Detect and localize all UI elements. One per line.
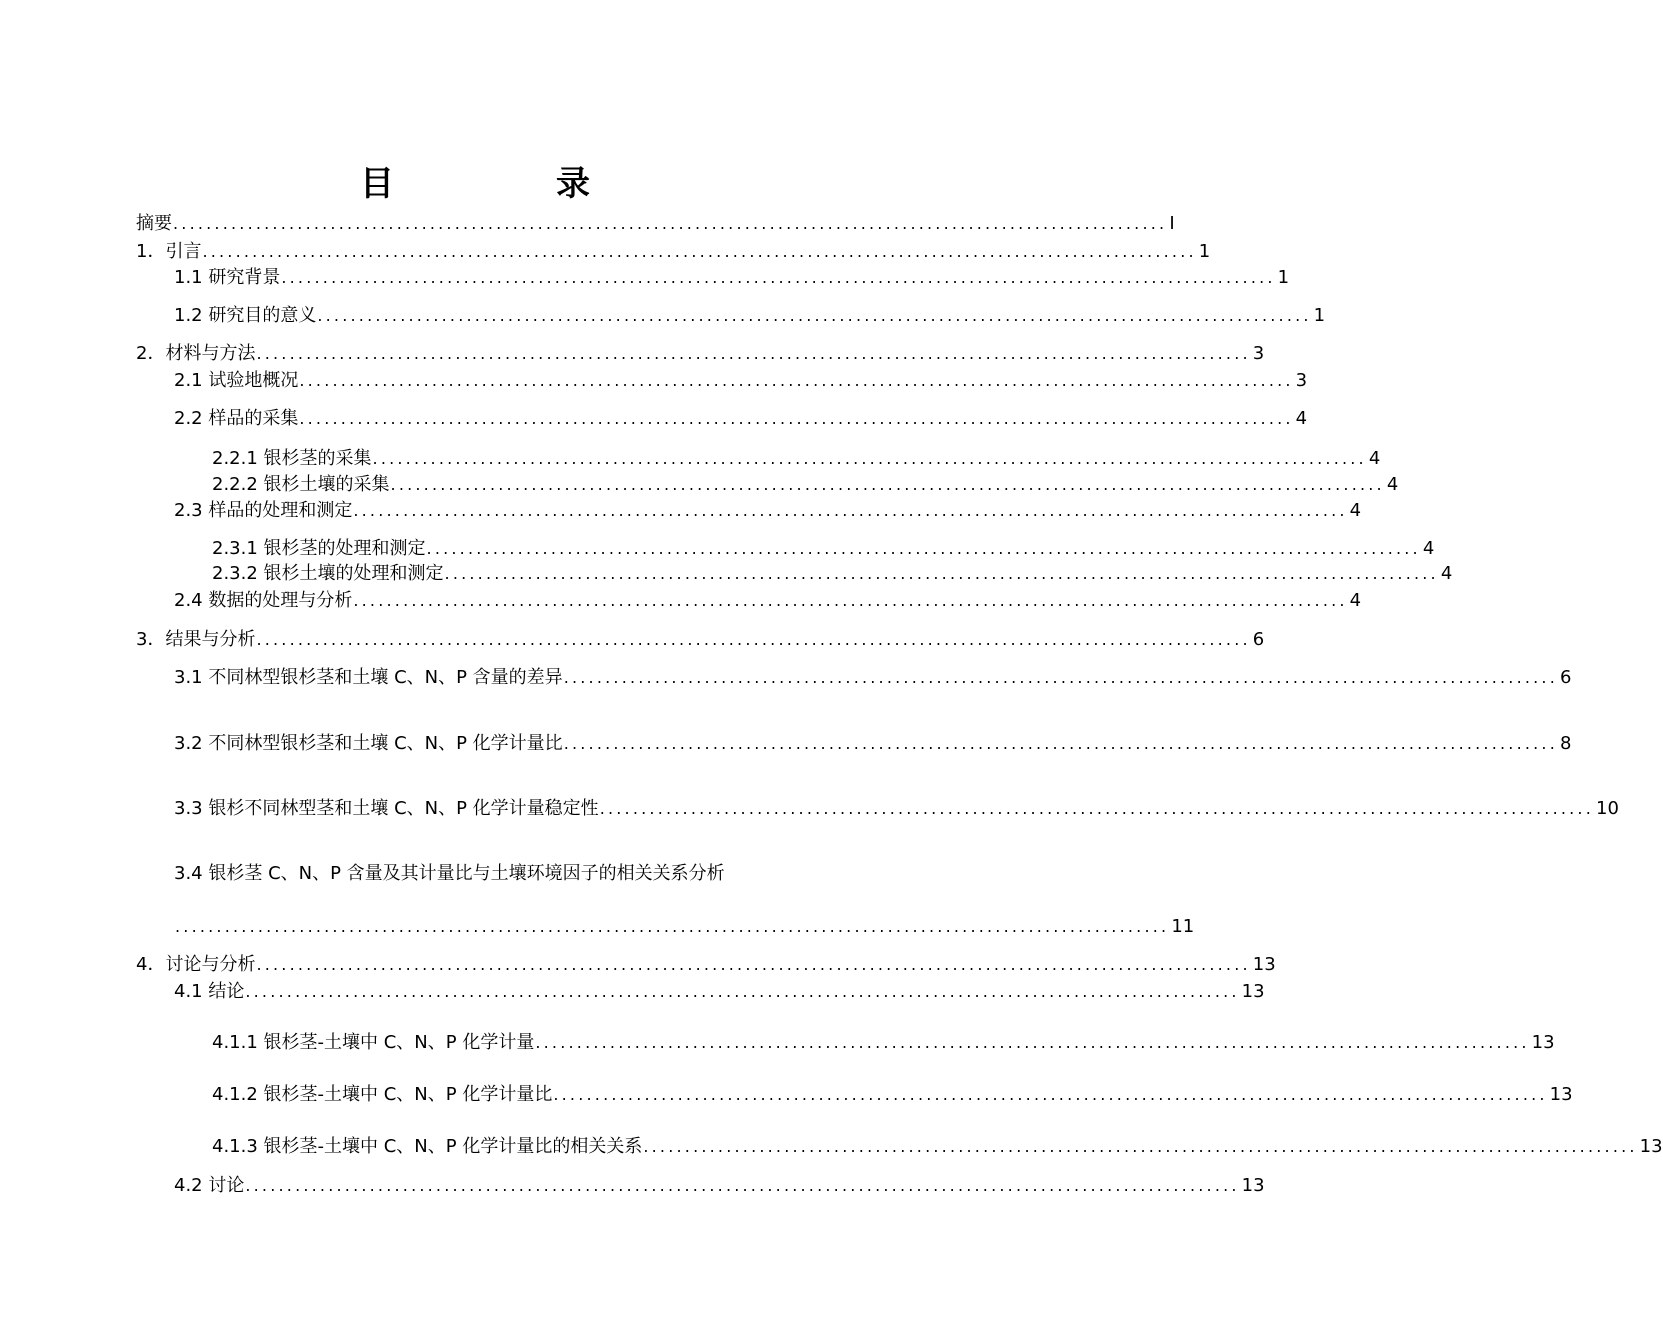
toc-entry-16[interactable] [174,732,1572,756]
entry-label: 4.1 结论 [174,981,245,1002]
entry-label: 3．结果与分析 [136,629,256,650]
toc-entry-15[interactable] [174,666,1572,690]
dot-leader: ........................................................................................................................ [353,501,1348,520]
dot-leader: ........................................................................................................................ [426,539,1421,558]
dot-leader: ........................................................................................................................ [175,917,1170,936]
dot-leader: ........................................................................................................................ [256,344,1251,363]
toc-entry-6[interactable] [174,369,1308,393]
entry-label: 2．材料与方法 [136,343,256,364]
dot-leader: ........................................................................................................................ [299,409,1294,428]
dot-leader: ........................................................................................................................ [281,268,1276,287]
entry-label: 1.2 研究目的意义 [174,305,317,326]
page-number: 4 [1440,563,1453,584]
page-number: 3 [1295,370,1308,391]
dot-leader: ........................................................................................................................ [353,591,1348,610]
dot-leader: ........................................................................................................................ [299,371,1294,390]
page-number: 6 [1252,629,1265,650]
entry-label: 4.1.2 银杉茎-土壤中 C、N、P 化学计量比 [212,1084,553,1105]
toc-entry-5[interactable] [136,342,1265,366]
page-number: 13 [1549,1084,1573,1105]
dot-leader: ........................................................................................................................ [563,734,1558,753]
entry-label: 4.1.1 银杉茎-土壤中 C、N、P 化学计量 [212,1032,535,1053]
dot-leader: ........................................................................................................................ [202,242,1197,261]
toc-entry-23[interactable] [212,1135,1663,1159]
toc-entry-4[interactable] [174,304,1326,328]
entry-label: 2.2.2 银杉土壤的采集 [212,474,390,495]
entry-label: 1.1 研究背景 [174,267,281,288]
dot-leader: ........................................................................................................................ [599,799,1594,818]
entry-label: 2.1 试验地概况 [174,370,299,391]
dot-leader: ........................................................................................................................ [643,1137,1638,1156]
toc-entry-10[interactable] [174,499,1362,523]
page-number: 4 [1349,590,1362,611]
toc-entry-3[interactable] [174,266,1290,290]
dot-leader: ........................................................................................................................ [563,668,1558,687]
entry-label: 3.1 不同林型银杉茎和土壤 C、N、P 含量的差异 [174,667,563,688]
page-number: 6 [1560,667,1572,688]
entry-label: 4.2 讨论 [174,1175,245,1196]
entry-label: 1．引言 [136,241,202,262]
toc-entry-2[interactable] [136,240,1211,264]
toc-entry-18-label[interactable]: 3.4 银杉茎 C、N、P 含量及其计量比与土壤环境因子的相关关系分析 [174,863,725,884]
dot-leader: ........................................................................................................................ [245,1176,1240,1195]
toc-entry-18[interactable] [174,915,1195,939]
page-number: 4 [1386,474,1399,495]
entry-label: 2.3.2 银杉土壤的处理和测定 [212,563,444,584]
entry-label: 摘要 [136,213,172,234]
dot-leader: ........................................................................................................................ [390,475,1385,494]
toc-entry-7[interactable] [174,407,1308,431]
page-number: 13 [1639,1136,1663,1157]
dot-leader: ........................................................................................................................ [245,982,1240,1001]
toc-entry-8[interactable] [212,447,1381,471]
dot-leader: ........................................................................................................................ [317,306,1312,325]
toc-entry-20[interactable] [174,980,1265,1004]
dot-leader: ........................................................................................................................ [553,1085,1548,1104]
page-number: 1 [1277,267,1290,288]
toc-entry-19[interactable] [136,953,1276,977]
dot-leader: ........................................................................................................................ [256,955,1251,974]
page-number: 13 [1241,1175,1265,1196]
page-number: 13 [1241,981,1265,1002]
entry-label: 2.3.1 银杉茎的处理和测定 [212,538,426,559]
dot-leader: ........................................................................................................................ [372,449,1367,468]
entry-label: 2.2 样品的采集 [174,408,299,429]
page-number: 4 [1349,500,1362,521]
toc-entry-22[interactable] [212,1083,1573,1107]
toc-entry-12[interactable] [212,562,1453,586]
toc-entry-14[interactable] [136,628,1265,652]
page-number: I [1169,213,1175,234]
page-number: 4 [1422,538,1435,559]
toc-entry-21[interactable] [212,1031,1555,1055]
page-number: 8 [1560,733,1572,754]
page-number: 3 [1252,343,1265,364]
dot-leader: ........................................................................................................................ [173,214,1168,233]
entry-label: 3.3 银杉不同林型茎和土壤 C、N、P 化学计量稳定性 [174,798,599,819]
toc-entry-17[interactable] [174,797,1619,821]
dot-leader: ........................................................................................................................ [256,630,1251,649]
toc-entry-13[interactable] [174,589,1362,613]
entry-label: 4.1.3 银杉茎-土壤中 C、N、P 化学计量比的相关关系 [212,1136,643,1157]
entry-label: 4．讨论与分析 [136,954,256,975]
dot-leader: ........................................................................................................................ [444,564,1439,583]
entry-label: 2.4 数据的处理与分析 [174,590,353,611]
entry-label: 3.2 不同林型银杉茎和土壤 C、N、P 化学计量比 [174,733,563,754]
toc-entry-24[interactable] [174,1174,1265,1198]
toc-entry-11[interactable] [212,537,1435,561]
entry-label: 2.2.1 银杉茎的采集 [212,448,372,469]
toc-entry-1[interactable] [136,212,1175,236]
toc-title: 目 录 [360,164,654,204]
page-number: 13 [1531,1032,1555,1053]
page-number: 1 [1313,305,1326,326]
page-number: 4 [1368,448,1381,469]
page-number: 10 [1596,798,1619,819]
page-number: 1 [1198,241,1211,262]
entry-label: 2.3 样品的处理和测定 [174,500,353,521]
page-number: 4 [1295,408,1308,429]
page-number: 11 [1171,916,1195,937]
page-number: 13 [1252,954,1276,975]
toc-entry-9[interactable] [212,473,1399,497]
dot-leader: ........................................................................................................................ [535,1033,1530,1052]
